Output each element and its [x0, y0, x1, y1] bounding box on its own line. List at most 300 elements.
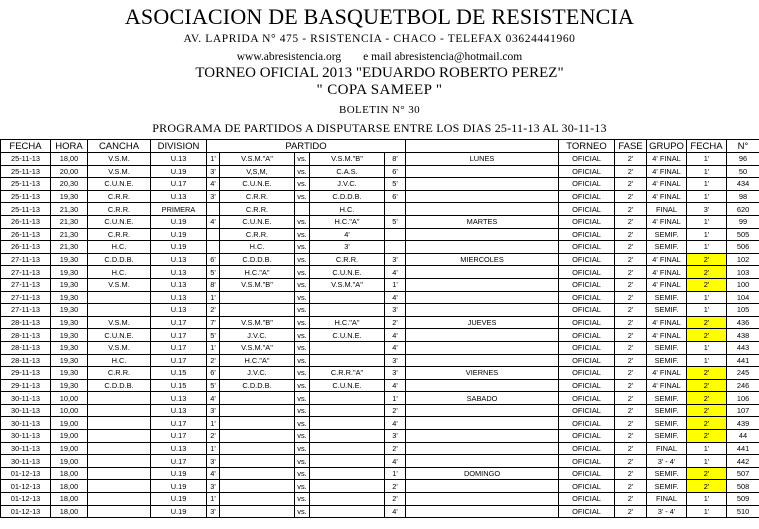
- match-tournament: OFICIAL: [559, 291, 615, 304]
- match-group: 4' FINAL: [647, 178, 687, 191]
- col-number: N°: [727, 140, 759, 153]
- versus-label: vs.: [295, 354, 310, 367]
- col-torneo: TORNEO: [559, 140, 615, 153]
- match-number: 505: [727, 228, 759, 241]
- tournament-title: TORNEO OFICIAL 2013 "EDUARDO ROBERTO PEREZ": [195, 65, 564, 81]
- match-date: 25-11-13: [1, 203, 51, 216]
- home-seed: 2': [207, 354, 220, 367]
- match-phase: 2': [615, 442, 647, 455]
- table-row: [1, 329, 759, 342]
- match-round: 2': [687, 278, 727, 291]
- home-seed: 1': [207, 442, 220, 455]
- match-time: 19,30: [51, 316, 88, 329]
- match-court: H.C.: [88, 266, 151, 279]
- match-tournament: OFICIAL: [559, 203, 615, 216]
- table-row: [1, 341, 759, 354]
- match-date: 29-11-13: [1, 379, 51, 392]
- match-court: V.S.M.: [88, 165, 151, 178]
- match-time: 19,00: [51, 417, 88, 430]
- program-title: PROGRAMA DE PARTIDOS A DISPUTARSE ENTRE LOS DIAS 25-11-13 AL 30-11-13: [152, 121, 607, 135]
- match-date: 28-11-13: [1, 329, 51, 342]
- match-court: C.R.R.: [88, 367, 151, 380]
- match-number: 246: [727, 379, 759, 392]
- away-team: C.R.R."A": [310, 367, 385, 380]
- match-date: 27-11-13: [1, 291, 51, 304]
- home-seed: 3': [207, 455, 220, 468]
- weekday-label: [406, 379, 559, 392]
- versus-label: vs.: [295, 253, 310, 266]
- away-seed: 4': [385, 291, 406, 304]
- away-team: 4': [310, 228, 385, 241]
- table-row: [1, 367, 759, 380]
- away-team: H.C."A": [310, 215, 385, 228]
- match-tournament: OFICIAL: [559, 304, 615, 317]
- match-round: 1': [687, 153, 727, 166]
- weekday-label: SABADO: [406, 392, 559, 405]
- home-seed: [207, 241, 220, 254]
- col-cancha: CANCHA: [88, 140, 151, 153]
- match-number: 104: [727, 291, 759, 304]
- match-round: 1': [687, 304, 727, 317]
- match-court: C.U.N.E.: [88, 329, 151, 342]
- col-grupo: GRUPO: [647, 140, 687, 153]
- weekday-label: [406, 203, 559, 216]
- match-date: 30-11-13: [1, 417, 51, 430]
- match-division: U.13: [151, 442, 207, 455]
- home-team: C.D.D.B.: [220, 253, 295, 266]
- match-number: 99: [727, 215, 759, 228]
- match-division: U.17: [151, 354, 207, 367]
- match-phase: 2': [615, 480, 647, 493]
- match-court: [88, 493, 151, 506]
- match-date: 30-11-13: [1, 442, 51, 455]
- match-round: 1': [687, 165, 727, 178]
- table-row: [1, 493, 759, 506]
- match-tournament: OFICIAL: [559, 379, 615, 392]
- match-time: 19,30: [51, 291, 88, 304]
- away-seed: 2': [385, 316, 406, 329]
- away-seed: 2': [385, 493, 406, 506]
- match-division: U.17: [151, 316, 207, 329]
- match-time: 20,00: [51, 165, 88, 178]
- match-group: 4' FINAL: [647, 253, 687, 266]
- match-tournament: OFICIAL: [559, 165, 615, 178]
- match-group: 3' - 4': [647, 505, 687, 518]
- match-division: U.13: [151, 153, 207, 166]
- match-court: [88, 455, 151, 468]
- away-team: C.U.N.E.: [310, 329, 385, 342]
- match-court: [88, 442, 151, 455]
- match-division: U.19: [151, 493, 207, 506]
- home-seed: [207, 203, 220, 216]
- email-text[interactable]: e mail abresistencia@hotmail.com: [363, 51, 523, 63]
- versus-label: vs.: [295, 505, 310, 518]
- away-team: [310, 354, 385, 367]
- home-team: C.U.N.E.: [220, 215, 295, 228]
- match-date: 27-11-13: [1, 266, 51, 279]
- table-row: [1, 203, 759, 216]
- match-round: 2': [687, 467, 727, 480]
- match-phase: 2': [615, 341, 647, 354]
- away-team: [310, 392, 385, 405]
- match-phase: 2': [615, 178, 647, 191]
- versus-label: vs.: [295, 316, 310, 329]
- match-round: 1': [687, 291, 727, 304]
- weekday-label: LUNES: [406, 153, 559, 166]
- home-seed: 7': [207, 316, 220, 329]
- versus-label: vs.: [295, 241, 310, 254]
- match-date: 25-11-13: [1, 190, 51, 203]
- match-round: 1': [687, 228, 727, 241]
- match-date: 25-11-13: [1, 153, 51, 166]
- home-seed: 4': [207, 392, 220, 405]
- website-link[interactable]: www.abresistencia.org: [236, 51, 342, 63]
- match-time: 19,30: [51, 253, 88, 266]
- match-number: 102: [727, 253, 759, 266]
- away-team: [310, 505, 385, 518]
- match-number: 105: [727, 304, 759, 317]
- match-round: 1': [687, 190, 727, 203]
- table-row: [1, 480, 759, 493]
- match-number: 620: [727, 203, 759, 216]
- match-group: FINAL: [647, 493, 687, 506]
- weekday-label: [406, 493, 559, 506]
- match-group: SEMIF.: [647, 404, 687, 417]
- match-time: 19,30: [51, 329, 88, 342]
- versus-label: vs.: [295, 442, 310, 455]
- table-row: [1, 442, 759, 455]
- table-row: [1, 228, 759, 241]
- table-row: [1, 316, 759, 329]
- home-seed: 5': [207, 379, 220, 392]
- col-fecha: FECHA: [1, 140, 51, 153]
- table-row: [1, 417, 759, 430]
- match-division: U.17: [151, 430, 207, 443]
- match-court: [88, 392, 151, 405]
- away-seed: 8': [385, 153, 406, 166]
- away-seed: [385, 241, 406, 254]
- match-court: V.S.M.: [88, 278, 151, 291]
- home-seed: 1': [207, 417, 220, 430]
- match-time: 19,30: [51, 341, 88, 354]
- match-time: 18,00: [51, 505, 88, 518]
- match-phase: 2': [615, 278, 647, 291]
- home-seed: 5': [207, 329, 220, 342]
- away-team: [310, 493, 385, 506]
- match-phase: 2': [615, 165, 647, 178]
- match-group: 4' FINAL: [647, 190, 687, 203]
- match-tournament: OFICIAL: [559, 392, 615, 405]
- away-team: J.V.C.: [310, 178, 385, 191]
- versus-label: vs.: [295, 367, 310, 380]
- home-team: [220, 442, 295, 455]
- match-time: 19,30: [51, 190, 88, 203]
- match-tournament: OFICIAL: [559, 354, 615, 367]
- match-phase: 2': [615, 266, 647, 279]
- match-court: V.S.M.: [88, 341, 151, 354]
- table-header-row: [1, 140, 759, 153]
- match-phase: 2': [615, 316, 647, 329]
- match-round: 2': [687, 404, 727, 417]
- weekday-label: VIERNES: [406, 367, 559, 380]
- match-time: 21,30: [51, 203, 88, 216]
- match-time: 19,30: [51, 354, 88, 367]
- away-team: C.R.R.: [310, 253, 385, 266]
- match-phase: 2': [615, 304, 647, 317]
- match-time: 18,00: [51, 480, 88, 493]
- home-team: V.S.M."A": [220, 153, 295, 166]
- home-seed: 6': [207, 367, 220, 380]
- home-seed: 8': [207, 278, 220, 291]
- versus-label: vs.: [295, 493, 310, 506]
- weekday-label: [406, 241, 559, 254]
- home-team: V.S.M."B": [220, 316, 295, 329]
- home-seed: 4': [207, 467, 220, 480]
- home-team: [220, 291, 295, 304]
- table-row: [1, 190, 759, 203]
- match-phase: 2': [615, 455, 647, 468]
- match-group: SEMIF.: [647, 354, 687, 367]
- match-time: 19,00: [51, 455, 88, 468]
- away-seed: 3': [385, 354, 406, 367]
- home-team: [220, 467, 295, 480]
- weekday-label: [406, 304, 559, 317]
- match-phase: 2': [615, 228, 647, 241]
- versus-label: vs.: [295, 379, 310, 392]
- match-court: [88, 467, 151, 480]
- match-time: 10,00: [51, 404, 88, 417]
- match-time: 19,30: [51, 266, 88, 279]
- match-division: U.19: [151, 228, 207, 241]
- home-team: [220, 455, 295, 468]
- match-round: 2': [687, 316, 727, 329]
- match-phase: 2': [615, 417, 647, 430]
- away-seed: 3': [385, 304, 406, 317]
- match-phase: 2': [615, 153, 647, 166]
- match-time: 21,30: [51, 228, 88, 241]
- table-row: [1, 278, 759, 291]
- table-row: [1, 455, 759, 468]
- match-number: 50: [727, 165, 759, 178]
- match-round: 1': [687, 241, 727, 254]
- match-round: 1': [687, 178, 727, 191]
- weekday-label: [406, 329, 559, 342]
- home-team: C.R.R.: [220, 190, 295, 203]
- match-time: 19,00: [51, 430, 88, 443]
- match-round: 2': [687, 430, 727, 443]
- away-seed: 1': [385, 392, 406, 405]
- match-court: [88, 304, 151, 317]
- match-division: U.15: [151, 379, 207, 392]
- away-seed: 4': [385, 455, 406, 468]
- match-group: SEMIF.: [647, 480, 687, 493]
- match-number: 507: [727, 467, 759, 480]
- home-team: V.S.M."B": [220, 278, 295, 291]
- weekday-label: MARTES: [406, 215, 559, 228]
- match-round: 3': [687, 203, 727, 216]
- match-court: [88, 291, 151, 304]
- versus-label: vs.: [295, 480, 310, 493]
- match-time: 19,30: [51, 304, 88, 317]
- away-team: C.D.D.B.: [310, 190, 385, 203]
- col-partido: PARTIDO: [207, 140, 406, 153]
- match-number: 510: [727, 505, 759, 518]
- match-division: U.19: [151, 467, 207, 480]
- home-seed: 1': [207, 493, 220, 506]
- match-phase: 2': [615, 467, 647, 480]
- match-division: U.19: [151, 215, 207, 228]
- match-number: 106: [727, 392, 759, 405]
- match-date: 25-11-13: [1, 165, 51, 178]
- away-team: H.C.: [310, 203, 385, 216]
- away-seed: 4': [385, 266, 406, 279]
- match-group: SEMIF.: [647, 430, 687, 443]
- match-date: 26-11-13: [1, 228, 51, 241]
- match-court: H.C.: [88, 354, 151, 367]
- away-seed: 4': [385, 417, 406, 430]
- match-tournament: OFICIAL: [559, 190, 615, 203]
- match-court: V.S.M.: [88, 316, 151, 329]
- match-date: 27-11-13: [1, 253, 51, 266]
- match-phase: 2': [615, 505, 647, 518]
- away-seed: 2': [385, 480, 406, 493]
- away-seed: 3': [385, 253, 406, 266]
- away-team: V.S.M."B": [310, 153, 385, 166]
- match-division: U.19: [151, 241, 207, 254]
- away-seed: 1': [385, 278, 406, 291]
- away-team: [310, 304, 385, 317]
- match-tournament: OFICIAL: [559, 153, 615, 166]
- away-team: [310, 341, 385, 354]
- versus-label: vs.: [295, 266, 310, 279]
- away-team: C.U.N.E.: [310, 379, 385, 392]
- match-group: 4' FINAL: [647, 266, 687, 279]
- league-title: ASOCIACION DE BASQUETBOL DE RESISTENCIA: [124, 4, 635, 29]
- match-phase: 2': [615, 253, 647, 266]
- match-group: SEMIF.: [647, 228, 687, 241]
- match-group: 4' FINAL: [647, 367, 687, 380]
- weekday-label: [406, 480, 559, 493]
- match-division: U.13: [151, 392, 207, 405]
- home-seed: 6': [207, 253, 220, 266]
- away-team: [310, 430, 385, 443]
- match-number: 439: [727, 417, 759, 430]
- match-time: 18,00: [51, 467, 88, 480]
- away-team: C.U.N.E.: [310, 266, 385, 279]
- contact-line: [0, 51, 759, 63]
- match-phase: 2': [615, 430, 647, 443]
- match-round: 1': [687, 442, 727, 455]
- match-number: 44: [727, 430, 759, 443]
- match-date: 26-11-13: [1, 215, 51, 228]
- match-court: [88, 505, 151, 518]
- away-team: [310, 291, 385, 304]
- match-number: 436: [727, 316, 759, 329]
- versus-label: [295, 203, 310, 216]
- match-court: [88, 417, 151, 430]
- home-team: H.C."A": [220, 266, 295, 279]
- match-round: 2': [687, 367, 727, 380]
- match-number: 98: [727, 190, 759, 203]
- match-phase: 2': [615, 354, 647, 367]
- match-time: 19,30: [51, 379, 88, 392]
- match-number: 438: [727, 329, 759, 342]
- versus-label: vs.: [295, 455, 310, 468]
- away-team: [310, 417, 385, 430]
- table-row: [1, 178, 759, 191]
- home-team: C.U.N.E.: [220, 178, 295, 191]
- match-number: 441: [727, 354, 759, 367]
- away-team: [310, 467, 385, 480]
- match-group: 4' FINAL: [647, 165, 687, 178]
- schedule-table: [0, 139, 759, 518]
- match-time: 21,30: [51, 215, 88, 228]
- match-date: 28-11-13: [1, 354, 51, 367]
- away-seed: 6': [385, 165, 406, 178]
- home-seed: 1': [207, 341, 220, 354]
- match-division: U.19: [151, 480, 207, 493]
- match-tournament: OFICIAL: [559, 341, 615, 354]
- match-tournament: OFICIAL: [559, 215, 615, 228]
- weekday-label: [406, 228, 559, 241]
- versus-label: vs.: [295, 304, 310, 317]
- match-round: 1': [687, 455, 727, 468]
- match-group: 4' FINAL: [647, 316, 687, 329]
- home-team: V.S.M."A": [220, 341, 295, 354]
- match-tournament: OFICIAL: [559, 455, 615, 468]
- table-row: [1, 304, 759, 317]
- match-phase: 2': [615, 241, 647, 254]
- home-team: [220, 430, 295, 443]
- match-division: U.17: [151, 329, 207, 342]
- versus-label: vs.: [295, 190, 310, 203]
- match-division: U.17: [151, 455, 207, 468]
- match-date: 28-11-13: [1, 341, 51, 354]
- match-court: C.D.D.B.: [88, 253, 151, 266]
- league-address: AV. LAPRIDA N° 475 - RSISTENCIA - CHACO - TELEFAX 03624441960: [183, 33, 576, 45]
- match-group: SEMIF.: [647, 291, 687, 304]
- table-row: [1, 215, 759, 228]
- versus-label: vs.: [295, 228, 310, 241]
- col-dia: [406, 140, 559, 153]
- match-group: SEMIF.: [647, 417, 687, 430]
- weekday-label: [406, 354, 559, 367]
- table-row: [1, 467, 759, 480]
- home-team: [220, 417, 295, 430]
- table-row: [1, 266, 759, 279]
- match-division: U.15: [151, 367, 207, 380]
- match-time: 18,00: [51, 493, 88, 506]
- match-number: 100: [727, 278, 759, 291]
- home-team: [220, 404, 295, 417]
- match-group: 4' FINAL: [647, 329, 687, 342]
- match-time: 18,00: [51, 153, 88, 166]
- home-team: V,S,M,: [220, 165, 295, 178]
- match-court: C.R.R.: [88, 190, 151, 203]
- match-division: U.13: [151, 190, 207, 203]
- match-group: SEMIF.: [647, 241, 687, 254]
- match-date: 30-11-13: [1, 455, 51, 468]
- match-time: 19,30: [51, 278, 88, 291]
- match-number: 441: [727, 442, 759, 455]
- weekday-label: DOMINGO: [406, 467, 559, 480]
- match-group: SEMIF.: [647, 392, 687, 405]
- match-group: 4' FINAL: [647, 379, 687, 392]
- table-row: [1, 241, 759, 254]
- match-court: V.S.M.: [88, 153, 151, 166]
- match-tournament: OFICIAL: [559, 480, 615, 493]
- match-round: 2': [687, 329, 727, 342]
